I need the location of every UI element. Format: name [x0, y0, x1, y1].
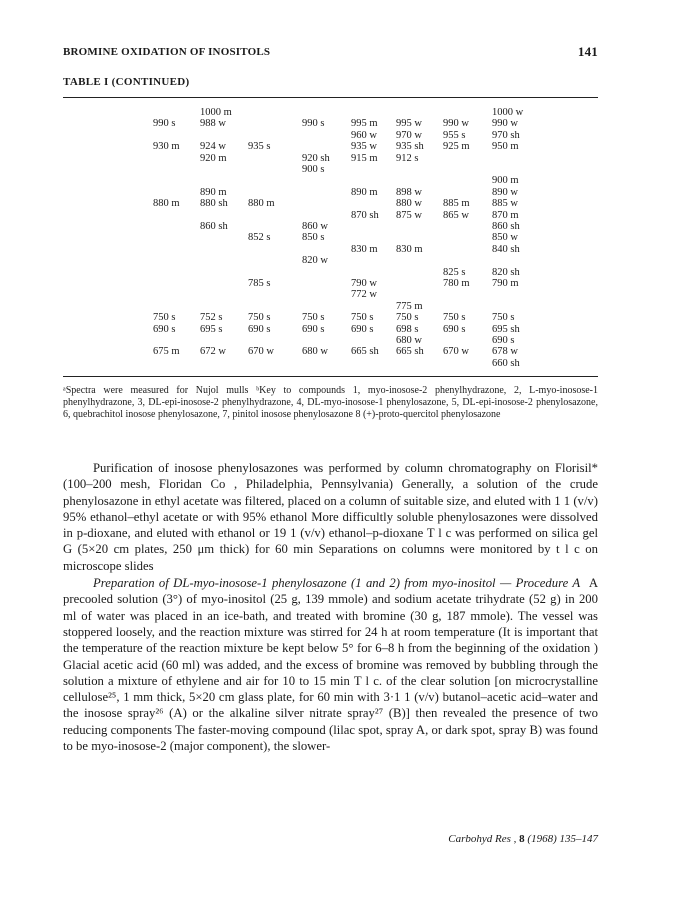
table-cell: 665 sh — [351, 346, 379, 358]
table-cell: 875 w — [396, 209, 422, 221]
journal-footer — [448, 833, 598, 845]
table-cell: 915 m — [351, 152, 378, 164]
table-cell: 695 s — [200, 323, 223, 335]
running-header — [63, 46, 598, 62]
table-cell: 935 sh — [396, 141, 424, 153]
table-cell: 970 sh — [492, 129, 520, 141]
table-cell: 750 s — [302, 312, 325, 324]
table-cell: 890 w — [492, 186, 518, 198]
running-title: BROMINE OXIDATION OF INOSITOLS — [63, 46, 271, 58]
table-cell: 772 w — [351, 289, 377, 301]
table-cell: 880 w — [396, 198, 422, 210]
table-cell: 920 m — [200, 152, 227, 164]
table-cell: 890 m — [200, 186, 227, 198]
page-number: 141 — [577, 44, 598, 59]
table-cell: 880 sh — [200, 198, 228, 210]
journal-volume: 8 — [519, 833, 525, 845]
table-cell: 988 w — [200, 118, 226, 130]
table-cell: 830 m — [396, 243, 423, 255]
table-cell: 752 s — [200, 312, 223, 324]
table-footnote — [63, 385, 598, 421]
table-cell: 690 s — [302, 323, 325, 335]
table-cell: 1000 w — [492, 107, 524, 118]
table-cell: 1000 m — [200, 107, 232, 118]
table-cell: 690 s — [443, 323, 466, 335]
ir-spectra-table — [63, 107, 598, 369]
procedure-heading: Preparation of DL-myo-inosose-1 phenylosazone (1 and 2) from myo-inositol — Procedure A — [93, 576, 581, 591]
paragraph-purification: Purification of inosose phenylosazones was performed by column chromatography on Florisil* (100–200 mesh, Floridan Co , Philadelphia, Pennsylvania) Generally, a solution of the crude phenylosazone in ethyl acetate was filtered, placed on a column of suitable size, and eluted with 1 1 (v/v) 95% ethanol–ethyl acetate or with 95% ethanol More difficultly soluble phenylosazones were dissolved in p-dioxane, and eluted with ethanol or 19 1 (v/v) ethanol–p-dioxane T l c was performed on silica gel G (5×20 cm plates, 250 μm thick) for 60 min Separations on columns were monitored by t l c on microscope slides — [63, 461, 598, 573]
table-cell: 860 sh — [492, 221, 520, 232]
footnote-text: ᵃSpectra were measured for Nujol mulls ᵇKey to compounds 1, myo-inosose-2 phenylhydrazone, 2, L-myo-inosose-1 phenylhydrazone, 3, DL-epi-inosose-2 phenylhydrazone, 4, DL-myo-inosose-1 phenylosazone, 5, DL-epi-inosose-2 phenylosazone, 6, quebrachitol inosose phenylosazone, 7, pinitol inosose phenylosazone 8 (+)-proto-quercitol phenylosazone — [63, 385, 598, 420]
table-cell: 935 w — [351, 141, 377, 153]
table-cell: 935 s — [248, 141, 271, 153]
table-bottom-rule — [63, 376, 598, 377]
table-cell: 960 w — [351, 129, 377, 141]
table-cell: 750 s — [248, 312, 271, 324]
table-cell: 970 w — [396, 129, 422, 141]
table-cell: 925 m — [443, 141, 470, 153]
table-cell: 912 s — [396, 152, 419, 164]
table-cell: 690 s — [492, 335, 515, 346]
table-cell: 750 s — [351, 312, 374, 324]
table-cell: 695 sh — [492, 323, 520, 335]
table-top-rule — [63, 97, 598, 98]
table-cell: 990 w — [492, 118, 518, 130]
journal-name: Carbohyd Res , — [448, 833, 517, 845]
paragraph-procedure-a — [63, 575, 598, 754]
table-cell: 820 sh — [492, 266, 520, 278]
table-cell: 924 w — [200, 141, 226, 153]
table-cell: 698 s — [396, 323, 419, 335]
table-cell: 670 w — [248, 346, 274, 358]
table-cell: 930 m — [153, 141, 180, 153]
table-cell: 890 m — [351, 186, 378, 198]
table-cell: 820 w — [302, 255, 328, 267]
table-cell: 690 s — [153, 323, 176, 335]
table-cell: 775 m — [396, 300, 423, 312]
table-cell: 885 m — [443, 198, 470, 210]
table-cell: 690 s — [351, 323, 374, 335]
table-cell: 675 m — [153, 346, 180, 358]
table-cell: 785 s — [248, 278, 271, 289]
table-cell: 955 s — [443, 129, 466, 141]
table-cell: 860 sh — [200, 221, 228, 232]
table-cell: 852 s — [248, 232, 271, 244]
table-caption: TABLE I (CONTINUED) — [63, 76, 190, 88]
table-cell: 995 m — [351, 118, 378, 130]
table-cell: 665 sh — [396, 346, 424, 358]
table-cell: 885 w — [492, 198, 518, 210]
table-cell: 850 w — [492, 232, 518, 244]
table-cell: 880 m — [153, 198, 180, 210]
table-cell: 680 w — [396, 335, 422, 346]
table-cell: 830 m — [351, 243, 378, 255]
table-cell: 660 sh — [492, 357, 520, 369]
table-cell: 990 s — [153, 118, 176, 130]
table-cell: 690 s — [248, 323, 271, 335]
table-cell: 900 m — [492, 175, 519, 187]
body-text — [63, 460, 598, 754]
table-cell: 898 w — [396, 186, 422, 198]
table-cell: 672 w — [200, 346, 226, 358]
table-cell: 750 s — [443, 312, 466, 324]
table-cell: 678 w — [492, 346, 518, 358]
table-cell: 990 s — [302, 118, 325, 130]
table-cell: 825 s — [443, 266, 466, 278]
table-cell: 670 w — [443, 346, 469, 358]
table-cell: 680 w — [302, 346, 328, 358]
table-cell: 840 sh — [492, 243, 520, 255]
table-cell: 790 m — [492, 278, 519, 289]
table-cell: 990 w — [443, 118, 469, 130]
table-cell: 870 sh — [351, 209, 379, 221]
table-cell: 920 sh — [302, 152, 330, 164]
procedure-text: A precooled solution (3°) of myo-inositol (25 g, 139 mmole) and sodium acetate trihydrate (52 g) in 200 ml of water was placed in an ice-bath, and treated with bromine (30 g, 187 mmole). The vessel was stoppered loosely, and the reaction mixture was stirred for 24 h at room temperature (It is important that the temperature of the reaction mixture be kept below 5° for 6–8 h from the beginning of the oxidation ) Glacial acetic acid (60 ml) was added, and the excess of bromine was removed by bubbling through the solution a mixture of ethylene and air for 10 to 15 min T l c. of the clear solution [on microcrystalline cellulose²⁵, 1 mm thick, 5×20 cm glass plate, for 60 min with 3·1 1 (v/v) butanol–acetic acid–water and the inosose spray²⁶ (A) or the alkaline silver nitrate spray²⁷ (B)] then revealed the presence of two reducing components The faster-moving compound (lilac spot, spray A, or dark spot, spray B) was found to be myo-inosose-2 (major component), the slower- — [63, 576, 598, 754]
table-cell: 750 s — [153, 312, 176, 324]
table-cell: 750 s — [396, 312, 419, 324]
table-cell: 780 m — [443, 278, 470, 289]
table-cell: 865 w — [443, 209, 469, 221]
table-cell: 850 s — [302, 232, 325, 244]
table-cell: 880 m — [248, 198, 275, 210]
journal-issue-pages: (1968) 135–147 — [527, 833, 598, 845]
table-cell: 790 w — [351, 278, 377, 289]
table-cell: 900 s — [302, 164, 325, 175]
table-cell: 995 w — [396, 118, 422, 130]
table-cell: 950 m — [492, 141, 519, 153]
table-cell: 860 w — [302, 221, 328, 232]
table-cell: 870 m — [492, 209, 519, 221]
table-cell: 750 s — [492, 312, 515, 324]
